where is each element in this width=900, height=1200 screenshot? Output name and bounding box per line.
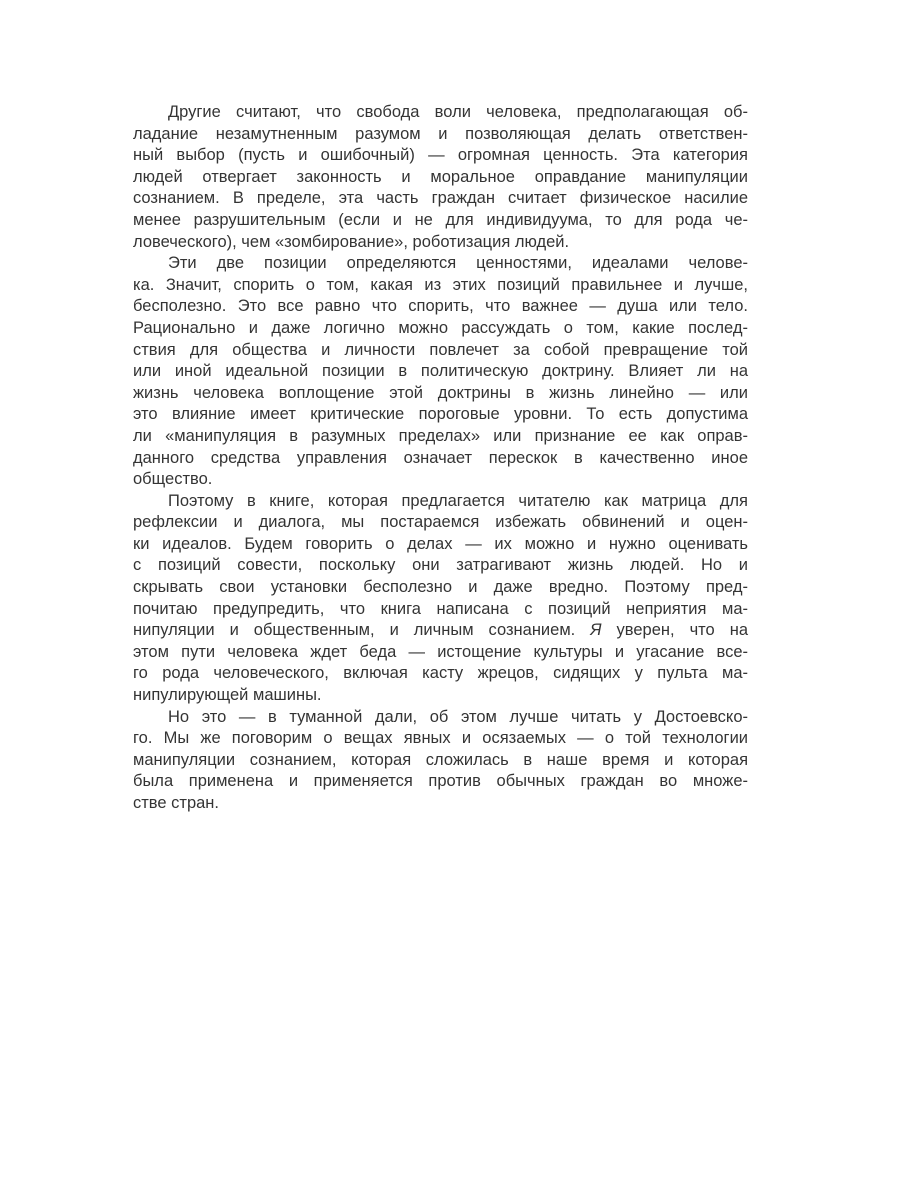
text-line: этом пути человека ждет беда — истощение культуры и угасание все-: [133, 642, 748, 661]
text-line: манипуляции сознанием, которая сложилась в наше время и которая: [133, 750, 748, 769]
text-line: ка. Значит, спорить о том, какая из этих позиций правильнее и лучше,: [133, 275, 748, 294]
text-line: это влияние имеет критические пороговые уровни. То есть допустима: [133, 405, 748, 424]
text-line: ладание незамутненным разумом и позволяющая делать ответствен-: [133, 124, 748, 143]
text-line: почитаю предупредить, что книга написана с позиций неприятия ма-: [133, 599, 748, 618]
text-line: ствия для общества и личности повлечет за собой превращение той: [133, 340, 748, 359]
paragraph: [133, 707, 748, 815]
text-line: ловеческого), чем «зомбирование», роботизация людей.: [133, 232, 570, 251]
text-line: скрывать свои установки бесполезно и даже вредно. Поэтому пред-: [133, 578, 748, 597]
paragraph: [133, 491, 748, 707]
text-line: менее разрушительным (если и не для индивидуума, то для рода че-: [133, 210, 748, 229]
paragraph: [133, 102, 748, 253]
text-line: жизнь человека воплощение этой доктрины в жизнь линейно — или: [133, 383, 748, 402]
text-line: рефлексии и диалога, мы постараемся избежать обвинений и оцен-: [133, 513, 748, 532]
text-block: [133, 102, 748, 815]
text-segment: уверен, что на: [601, 621, 748, 640]
text-line: людей отвергает законность и моральное оправдание манипуляции: [133, 167, 748, 186]
text-line: ли «манипуляция в разумных пределах» или признание ее как оправ-: [133, 426, 748, 445]
text-line: Рационально и даже логично можно рассуждать о том, какие послед-: [133, 318, 748, 337]
text-line: сознанием. В пределе, эта часть граждан считает физическое насилие: [133, 189, 748, 208]
text-line: нипулирующей машины.: [133, 686, 322, 705]
text-line: данного средства управления означает перескок в качественно иное: [133, 448, 748, 467]
text-line: или иной идеальной позиции в политическую доктрину. Влияет ли на: [133, 362, 748, 381]
paragraph: [133, 253, 748, 491]
text-line: го рода человеческого, включая касту жрецов, сидящих у пульта ма-: [133, 664, 748, 683]
text-line: Но это — в туманной дали, об этом лучше читать у Достоевско-: [168, 707, 748, 726]
text-line: ки идеалов. Будем говорить о делах — их можно и нужно оценивать: [133, 534, 748, 553]
text-line: бесполезно. Это все равно что спорить, что важнее — душа или тело.: [133, 297, 748, 316]
text-line: стве стран.: [133, 794, 220, 812]
text-segment: нипуляции и общественным, и личным сознанием.: [133, 621, 591, 640]
text-line: общество.: [133, 470, 213, 489]
text-line: Другие считают, что свобода воли человека, предполагающая об-: [168, 103, 748, 121]
text-line: Эти две позиции определяются ценностями, идеалами челове-: [168, 254, 748, 273]
text-line: го. Мы же поговорим о вещах явных и осязаемых — о той технологии: [133, 729, 748, 748]
text-line: ный выбор (пусть и ошибочный) — огромная ценность. Эта категория: [133, 146, 748, 165]
text-line: была применена и применяется против обычных граждан во множе-: [133, 772, 748, 791]
italic-text-segment: Я: [590, 621, 602, 640]
text-line: с позиций совести, поскольку они затрагивают жизнь людей. Но и: [133, 556, 748, 575]
text-line: [133, 620, 748, 642]
text-line: Поэтому в книге, которая предлагается читателю как матрица для: [168, 491, 748, 510]
